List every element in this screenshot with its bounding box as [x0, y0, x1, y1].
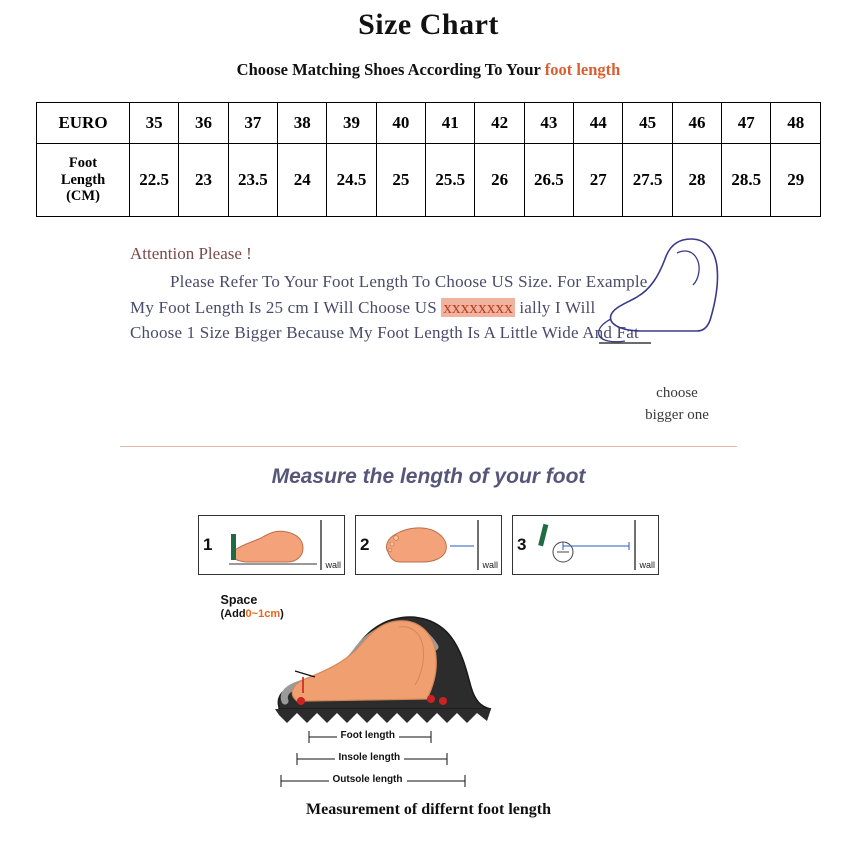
euro-cell: 42: [475, 103, 524, 144]
foot-length-cell: 26: [475, 144, 524, 217]
attention-line-4: Bigger Because My Foot Length Is A Little Wide: [234, 323, 579, 343]
euro-cell: 48: [771, 103, 821, 144]
section-divider: [120, 446, 737, 447]
foot-length-cell: 22.5: [130, 144, 179, 217]
table-row: [37, 144, 821, 217]
attention-section: [36, 241, 821, 436]
redacted-text: xxxxxxxx: [443, 297, 513, 317]
foot-measurement-diagram: [219, 589, 639, 789]
row-header-euro: EURO: [37, 103, 130, 144]
choose-bigger-caption: [607, 383, 747, 427]
step-number: 3: [517, 535, 527, 554]
space-label: [221, 593, 284, 621]
subtitle-highlight: foot length: [544, 60, 621, 79]
foot-length-cell: 27.5: [623, 144, 672, 217]
foot-length-cell: 24: [278, 144, 327, 217]
space-add-row: [221, 608, 284, 621]
euro-cell: 38: [278, 103, 327, 144]
euro-cell: 47: [722, 103, 771, 144]
dimension-label-insole-length: Insole length: [335, 752, 405, 763]
attention-line-3-a: Will Choose US: [323, 297, 442, 317]
foot-length-cell: 23.5: [228, 144, 277, 217]
foot-length-cell: 28: [672, 144, 721, 217]
foot-length-cell: 27: [574, 144, 623, 217]
step-number: 2: [360, 535, 370, 554]
caption-line-1: choose: [656, 385, 698, 401]
foot-length-cell: 28.5: [722, 144, 771, 217]
attention-line-1: Please Refer To Your Foot Length To Choose: [170, 271, 488, 291]
page-subtitle: [0, 60, 857, 80]
foot-length-cell: 29: [771, 144, 821, 217]
euro-cell: 37: [228, 103, 277, 144]
euro-cell: 46: [672, 103, 721, 144]
foot-length-cell: 24.5: [327, 144, 376, 217]
space-add-value: 0~1cm: [245, 608, 281, 620]
euro-cell: 41: [426, 103, 475, 144]
size-table: [36, 102, 821, 217]
foot-outline-icon: [581, 233, 761, 378]
attention-text: [130, 241, 650, 346]
attention-line-3-b: ially I Will Choose 1 Size: [130, 297, 596, 343]
foot-length-cell: 25: [376, 144, 425, 217]
euro-cell: 45: [623, 103, 672, 144]
foot-length-cell: 25.5: [426, 144, 475, 217]
euro-cell: 40: [376, 103, 425, 144]
attention-body: [130, 269, 650, 346]
table-row: [37, 103, 821, 144]
euro-cell: 43: [524, 103, 573, 144]
row-header-line: Foot: [68, 154, 98, 171]
row-header-line: (CM): [66, 188, 100, 205]
space-add-pre: (Add: [220, 608, 246, 620]
space-add-post: ): [280, 608, 284, 620]
euro-cell: 44: [574, 103, 623, 144]
euro-cell: 36: [179, 103, 228, 144]
wall-label: wall: [639, 560, 655, 570]
attention-line-2: US Size. For Example My Foot Length Is 25 cm I: [130, 271, 648, 317]
row-header-foot-length: [37, 144, 130, 217]
size-chart-page: [0, 8, 857, 863]
attention-line-5: And Fat: [582, 323, 639, 343]
dimension-label-foot-length: Foot length: [337, 730, 399, 741]
foot-length-cell: 23: [179, 144, 228, 217]
step-2: [355, 515, 502, 575]
wall-label: wall: [482, 560, 498, 570]
caption-line-2: bigger one: [645, 406, 709, 423]
step-1: [198, 515, 345, 575]
attention-heading: Attention Please !: [130, 244, 252, 263]
wall-label: wall: [325, 560, 341, 570]
subtitle-text: Choose Matching Shoes According To Your: [236, 60, 545, 79]
measure-title: Measure the length of your foot: [271, 465, 586, 488]
size-table-wrap: [36, 102, 821, 217]
foot-length-cell: 26.5: [524, 144, 573, 217]
page-title: Size Chart: [358, 8, 499, 41]
diagram-caption: Measurement of differnt foot length: [306, 801, 551, 818]
dimension-label-outsole-length: Outsole length: [329, 774, 407, 785]
row-header-line: Length: [60, 171, 106, 188]
euro-cell: 35: [130, 103, 179, 144]
measure-steps: [0, 515, 857, 575]
euro-cell: 39: [327, 103, 376, 144]
step-3: [512, 515, 659, 575]
space-label-text: Space: [220, 593, 258, 607]
step-number: 1: [203, 535, 213, 554]
